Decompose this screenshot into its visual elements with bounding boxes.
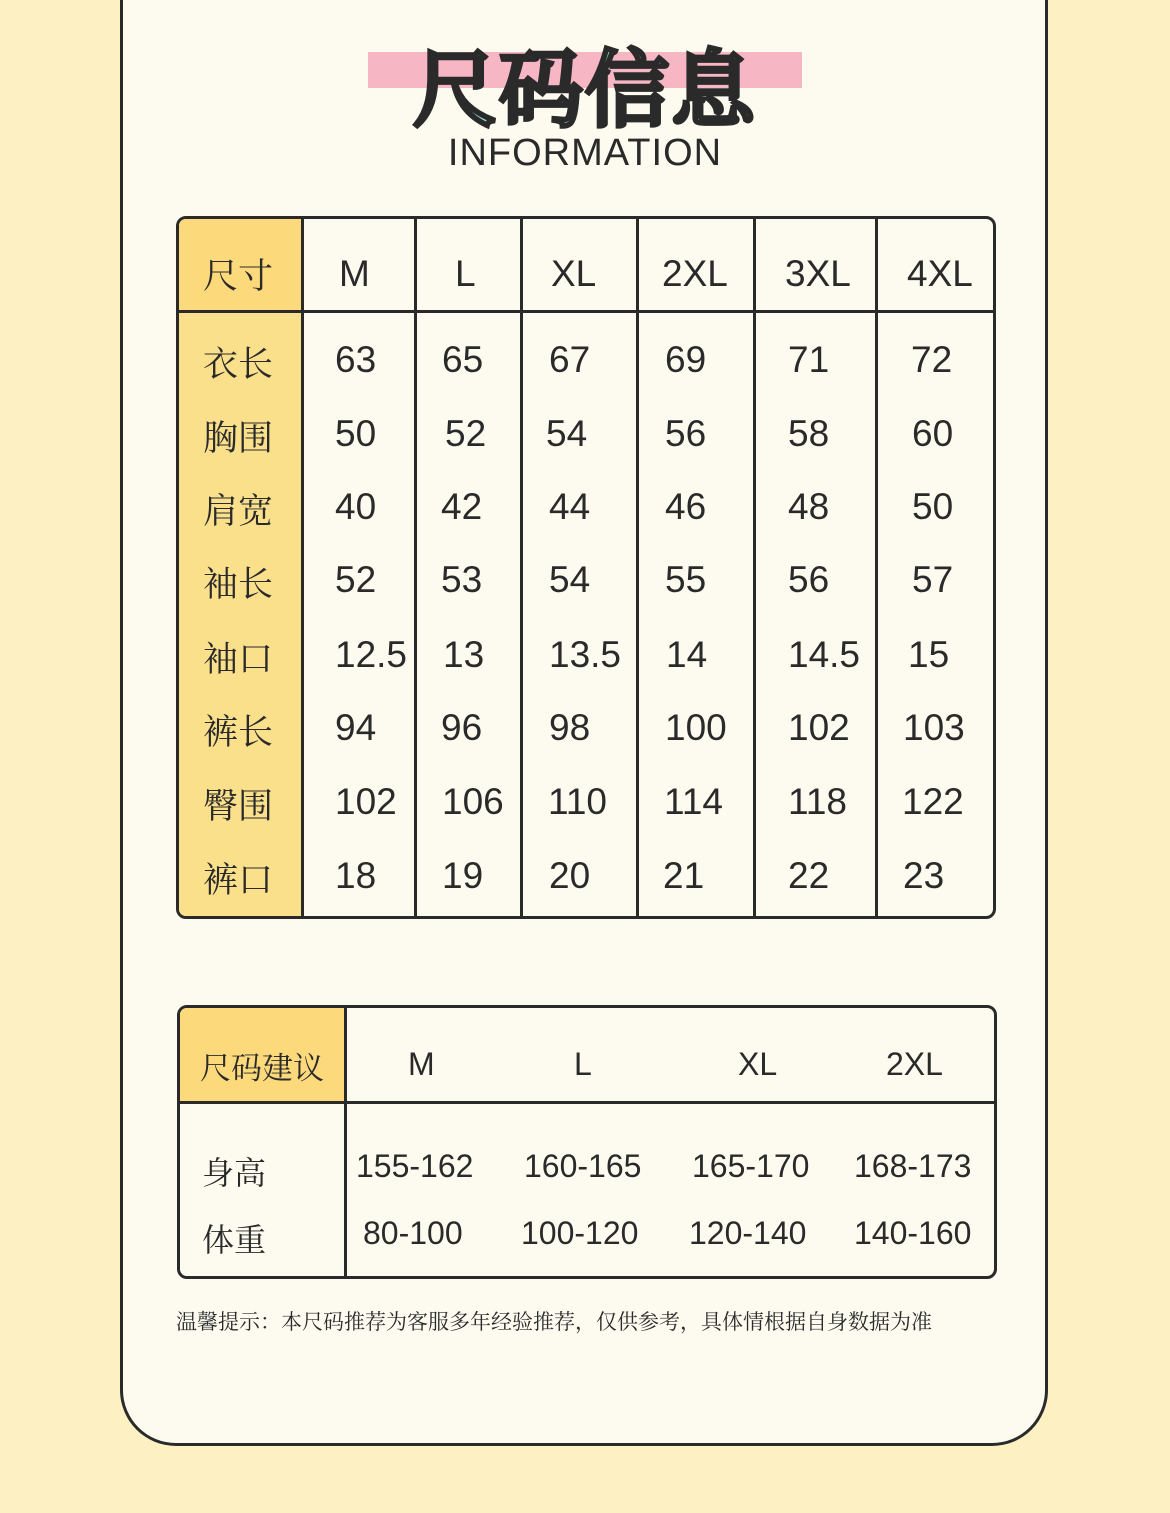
table-cell: 52 xyxy=(445,413,487,454)
table-cell: 50 xyxy=(912,486,954,527)
row-label: 胸围 xyxy=(203,419,274,459)
size-header: L xyxy=(455,253,476,294)
table-cell: 58 xyxy=(788,413,830,454)
table-cell: 55 xyxy=(665,559,707,600)
row-label: 袖长 xyxy=(203,565,274,605)
table-cell: 155-162 xyxy=(356,1148,474,1184)
size-header: 4XL xyxy=(907,253,973,294)
table-cell: 20 xyxy=(549,855,591,896)
table-cell: 122 xyxy=(902,781,964,822)
table-cell: 98 xyxy=(549,707,591,748)
page-title: 尺码信息 xyxy=(412,41,757,139)
table-cell: 14.5 xyxy=(788,634,861,675)
table-cell: 72 xyxy=(911,339,953,380)
table-cell: 63 xyxy=(335,339,377,380)
row-label: 衣长 xyxy=(203,345,274,385)
table-cell: 69 xyxy=(665,339,707,380)
page-subtitle: INFORMATION xyxy=(447,132,723,174)
table-cell: 67 xyxy=(549,339,591,380)
row-label: 肩宽 xyxy=(203,492,274,532)
table-cell: 100 xyxy=(665,707,727,748)
table-cell: 106 xyxy=(442,781,504,822)
table-cell: 50 xyxy=(335,413,377,454)
table-cell: 140-160 xyxy=(854,1215,972,1251)
table-cell: 40 xyxy=(335,486,377,527)
size-header: 2XL xyxy=(662,253,728,294)
table-cell: 48 xyxy=(788,486,830,527)
size-header: 3XL xyxy=(785,253,851,294)
table-cell: 52 xyxy=(335,559,377,600)
size-tip-note: 温馨提示：本尺码推荐为客服多年经验推荐，仅供参考，具体情根据自身数据为准 xyxy=(176,1310,932,1334)
size-recommendation-table xyxy=(177,1005,997,1279)
row-label: 裤长 xyxy=(203,713,274,753)
table-cell: 42 xyxy=(441,486,483,527)
table-cell: 13 xyxy=(443,634,485,675)
table-cell: 71 xyxy=(788,339,830,380)
size-table xyxy=(176,216,996,919)
table-cell: 53 xyxy=(441,559,483,600)
table-cell: 160-165 xyxy=(524,1148,642,1184)
row-label: 体重 xyxy=(202,1221,267,1259)
size-table-corner-label: 尺寸 xyxy=(203,257,274,297)
table-cell: 44 xyxy=(549,486,591,527)
table-cell: 21 xyxy=(663,855,705,896)
table-cell: 165-170 xyxy=(692,1148,810,1184)
table-cell: 56 xyxy=(788,559,830,600)
table-cell: 114 xyxy=(664,781,723,822)
size-header: M xyxy=(339,253,370,294)
table-cell: 96 xyxy=(441,707,483,748)
table-cell: 65 xyxy=(442,339,484,380)
table-cell: 102 xyxy=(335,781,397,822)
table-cell: 15 xyxy=(908,634,950,675)
table-cell: 19 xyxy=(442,855,484,896)
table-cell: 56 xyxy=(665,413,707,454)
recommend-size-header: XL xyxy=(738,1046,778,1082)
recommend-corner-label: 尺码建议 xyxy=(200,1051,324,1087)
table-cell: 102 xyxy=(788,707,850,748)
table-cell: 23 xyxy=(903,855,945,896)
row-label: 袖口 xyxy=(203,640,274,680)
table-cell: 100-120 xyxy=(521,1215,639,1251)
recommend-size-header: 2XL xyxy=(886,1046,943,1082)
table-cell: 18 xyxy=(335,855,377,896)
table-cell: 110 xyxy=(548,781,607,822)
title-block xyxy=(0,40,1170,140)
table-cell: 46 xyxy=(665,486,707,527)
table-cell: 118 xyxy=(788,781,847,822)
row-label: 身高 xyxy=(202,1154,267,1192)
recommend-size-header: L xyxy=(574,1046,592,1082)
row-label: 裤口 xyxy=(203,861,274,901)
table-cell: 120-140 xyxy=(689,1215,807,1251)
table-cell: 54 xyxy=(549,559,591,600)
recommend-size-header: M xyxy=(408,1046,435,1082)
table-cell: 14 xyxy=(666,634,708,675)
table-cell: 57 xyxy=(912,559,954,600)
table-cell: 54 xyxy=(546,413,588,454)
table-cell: 168-173 xyxy=(854,1148,972,1184)
table-cell: 103 xyxy=(903,707,965,748)
row-label: 臀围 xyxy=(203,787,274,827)
table-cell: 80-100 xyxy=(363,1215,463,1251)
table-cell: 13.5 xyxy=(549,634,622,675)
table-cell: 22 xyxy=(788,855,830,896)
size-header: XL xyxy=(551,253,597,294)
table-cell: 94 xyxy=(335,707,377,748)
table-cell: 12.5 xyxy=(335,634,408,675)
table-cell: 60 xyxy=(912,413,954,454)
